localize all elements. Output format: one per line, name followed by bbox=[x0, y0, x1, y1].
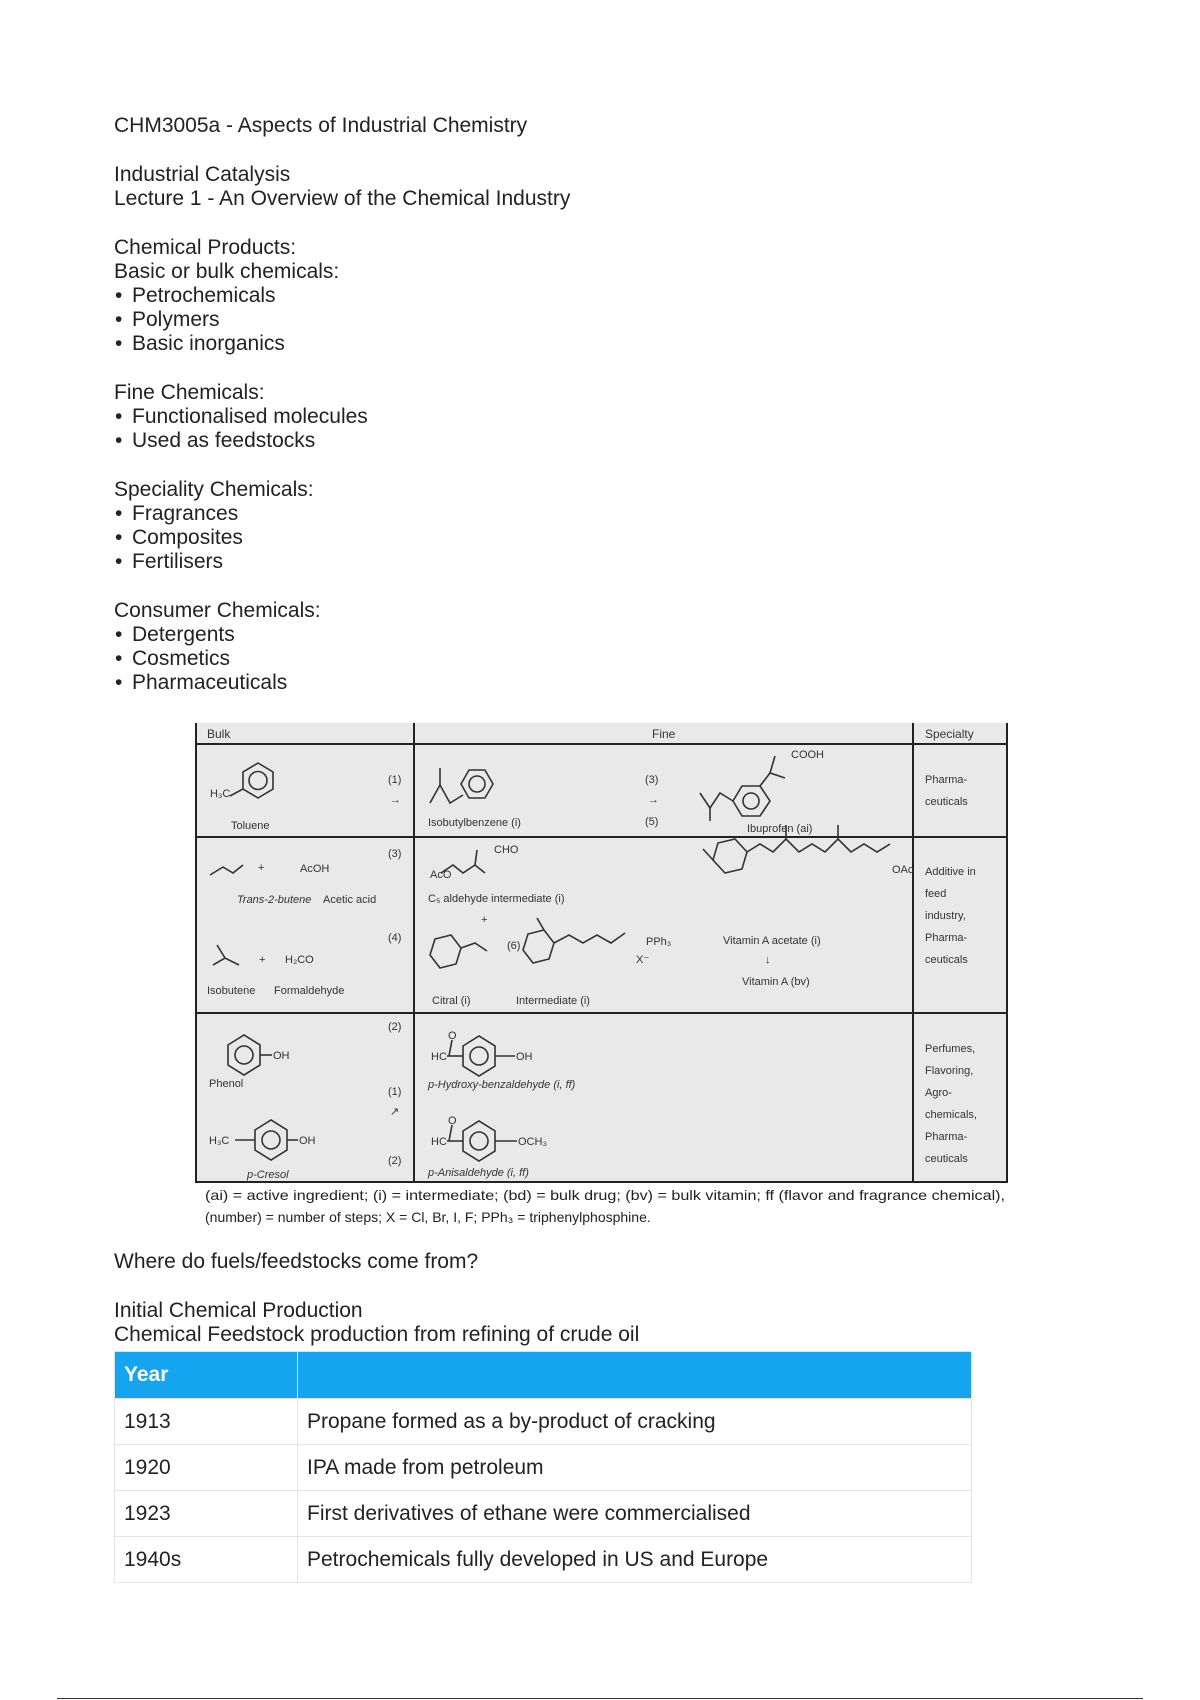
aco-label: AcO bbox=[430, 869, 452, 881]
specialty-text: feed bbox=[925, 888, 947, 900]
acoh-label: AcOH bbox=[300, 863, 330, 875]
diagonal-arrow: ↗ bbox=[390, 1106, 400, 1118]
bulk-chemicals-list bbox=[114, 284, 285, 356]
list-item: • Used as feedstocks bbox=[114, 429, 368, 453]
step-label: (1) bbox=[388, 1086, 402, 1098]
step-label: (5) bbox=[645, 816, 659, 828]
vitamin-a-acetate-label: Vitamin A acetate (i) bbox=[723, 935, 821, 947]
specialty-text: ceuticals bbox=[925, 1153, 968, 1165]
specialty-text: Agro- bbox=[925, 1087, 952, 1099]
production-title: Initial Chemical Production bbox=[114, 1299, 363, 1322]
section-title: Speciality Chemicals: bbox=[114, 478, 314, 501]
step-label: (1) bbox=[388, 774, 402, 786]
toluene-label: Toluene bbox=[231, 820, 270, 832]
event-cell: Propane formed as a by-product of cracking bbox=[298, 1399, 972, 1445]
figure-svg bbox=[195, 723, 1008, 1228]
och3-label: OCH₃ bbox=[518, 1136, 547, 1148]
header-year: Year bbox=[115, 1352, 298, 1399]
event-cell: IPA made from petroleum bbox=[298, 1445, 972, 1491]
table-row bbox=[115, 1445, 972, 1491]
acetic-acid-label: Acetic acid bbox=[323, 894, 377, 906]
table-row bbox=[115, 1491, 972, 1537]
step-label: (4) bbox=[388, 932, 402, 944]
speciality-chemicals-list bbox=[114, 502, 243, 574]
methyl-label: H₃C bbox=[210, 788, 231, 800]
ylide-label: PPh₃ bbox=[646, 936, 672, 948]
specialty-text: industry, bbox=[925, 910, 966, 922]
topic-title: Industrial Catalysis bbox=[114, 163, 291, 186]
vitamin-a-label: Vitamin A (bv) bbox=[742, 976, 810, 988]
hc-label: HC bbox=[431, 1051, 447, 1063]
section-title: Consumer Chemicals: bbox=[114, 599, 321, 622]
anisaldehyde-label: p-Anisaldehyde (i, ff) bbox=[428, 1167, 529, 1179]
list-item: • Petrochemicals bbox=[114, 284, 285, 308]
step-label: (3) bbox=[388, 848, 402, 860]
o-label: O bbox=[448, 1030, 457, 1042]
footnote-line: (number) = number of steps; X = Cl, Br, I, F; PPh₃ = triphenylphosphine. bbox=[205, 1209, 651, 1225]
step-label: (6) bbox=[507, 940, 521, 952]
intermediate-label: Intermediate (i) bbox=[516, 995, 590, 1007]
year-cell: 1940s bbox=[115, 1537, 298, 1583]
header-bulk: Bulk bbox=[207, 727, 231, 741]
specialty-text: chemicals, bbox=[925, 1109, 977, 1121]
specialty-text: ceuticals bbox=[925, 954, 968, 966]
h2co-label: H₂CO bbox=[285, 954, 314, 966]
header-fine: Fine bbox=[652, 727, 676, 741]
oh-label: OH bbox=[516, 1051, 533, 1063]
citral-label: Citral (i) bbox=[432, 995, 471, 1007]
table-row bbox=[115, 1537, 972, 1583]
c5-aldehyde-label: C₅ aldehyde intermediate (i) bbox=[428, 893, 565, 905]
event-cell: Petrochemicals fully developed in US and Europe bbox=[298, 1537, 972, 1583]
footnote-line: (ai) = active ingredient; (i) = intermediate; (bd) = bulk drug; (bv) = bulk vitamin; ff (flavor and fragrance chemical), bbox=[205, 1187, 1006, 1203]
cho-label: CHO bbox=[494, 844, 519, 856]
list-item: • Composites bbox=[114, 526, 243, 550]
event-cell: First derivatives of ethane were commercialised bbox=[298, 1491, 972, 1537]
counterion-label: X⁻ bbox=[636, 954, 650, 966]
step-label: (2) bbox=[388, 1155, 402, 1167]
specialty-text: ceuticals bbox=[925, 796, 968, 808]
ibuprofen-label: Ibuprofen (ai) bbox=[747, 823, 813, 835]
figure-background bbox=[195, 723, 1008, 1182]
oh-label: OH bbox=[273, 1050, 290, 1062]
header-specialty: Specialty bbox=[925, 727, 974, 741]
step-label: (2) bbox=[388, 1021, 402, 1033]
list-item: • Fertilisers bbox=[114, 550, 243, 574]
specialty-text: Pharma- bbox=[925, 932, 968, 944]
year-cell: 1920 bbox=[115, 1445, 298, 1491]
specialty-text: Flavoring, bbox=[925, 1065, 974, 1077]
step-label: (3) bbox=[645, 774, 659, 786]
cooh-label: COOH bbox=[791, 749, 824, 761]
course-title: CHM3005a - Aspects of Industrial Chemistry bbox=[114, 114, 528, 137]
trans-butene-label: Trans-2-butene bbox=[237, 894, 312, 906]
production-subtitle: Chemical Feedstock production from refining of crude oil bbox=[114, 1323, 640, 1346]
list-item: • Functionalised molecules bbox=[114, 405, 368, 429]
oh-label: OH bbox=[299, 1135, 316, 1147]
year-cell: 1923 bbox=[115, 1491, 298, 1537]
isobutylbenzene-label: Isobutylbenzene (i) bbox=[428, 817, 521, 829]
list-item: • Cosmetics bbox=[114, 647, 287, 671]
section-subtitle: Basic or bulk chemicals: bbox=[114, 260, 340, 283]
consumer-chemicals-list bbox=[114, 623, 287, 695]
section-title: Chemical Products: bbox=[114, 236, 297, 259]
chemical-products-figure bbox=[195, 723, 1008, 1228]
production-table bbox=[114, 1351, 972, 1583]
down-arrow: ↓ bbox=[765, 954, 771, 966]
specialty-text: Pharma- bbox=[925, 1131, 968, 1143]
list-item: • Basic inorganics bbox=[114, 332, 285, 356]
list-item: • Polymers bbox=[114, 308, 285, 332]
arrow: → bbox=[390, 794, 401, 806]
plus-sign: + bbox=[258, 862, 265, 874]
page-footer-rule bbox=[57, 1698, 1143, 1699]
formaldehyde-label: Formaldehyde bbox=[274, 985, 345, 997]
table-header-row bbox=[115, 1352, 972, 1399]
list-item: • Fragrances bbox=[114, 502, 243, 526]
question-text: Where do fuels/feedstocks come from? bbox=[114, 1250, 479, 1273]
plus-sign: + bbox=[481, 914, 488, 926]
hydroxybenzaldehyde-label: p-Hydroxy-benzaldehyde (i, ff) bbox=[428, 1079, 576, 1091]
list-item: • Detergents bbox=[114, 623, 287, 647]
h3c-label: H₃C bbox=[209, 1135, 230, 1147]
isobutene-label: Isobutene bbox=[207, 985, 256, 997]
arrow: → bbox=[648, 794, 659, 806]
year-cell: 1913 bbox=[115, 1399, 298, 1445]
p-cresol-label: p-Cresol bbox=[247, 1169, 289, 1181]
o-label: O bbox=[448, 1115, 457, 1127]
header-event bbox=[298, 1352, 972, 1399]
plus-sign: + bbox=[259, 954, 266, 966]
section-title: Fine Chemicals: bbox=[114, 381, 265, 404]
list-item: • Pharmaceuticals bbox=[114, 671, 287, 695]
specialty-text: Additive in bbox=[925, 866, 976, 878]
table-row bbox=[115, 1399, 972, 1445]
specialty-text: Perfumes, bbox=[925, 1043, 976, 1055]
lecture-title: Lecture 1 - An Overview of the Chemical Industry bbox=[114, 187, 571, 210]
specialty-text: Pharma- bbox=[925, 774, 968, 786]
fine-chemicals-list bbox=[114, 405, 368, 453]
phenol-label: Phenol bbox=[209, 1078, 244, 1090]
oac-label: OAc bbox=[892, 864, 914, 876]
hc-label: HC bbox=[431, 1136, 447, 1148]
